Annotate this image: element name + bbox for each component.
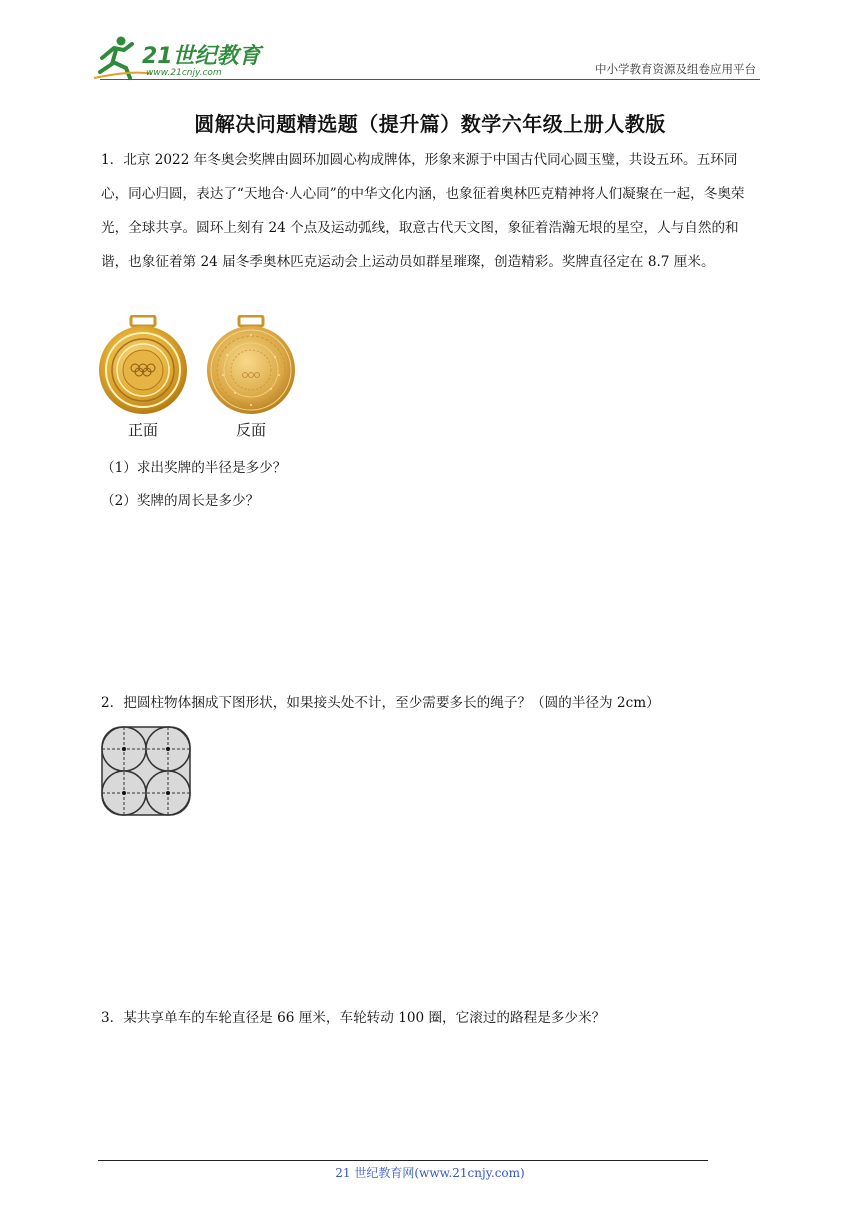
question-3-text: 3．某共享单车的车轮直径是 66 厘米，车轮转动 100 圈，它滚过的路程是多少米？ [101,1010,606,1026]
question-1-text: 1．北京 2022 年冬奥会奖牌由圆环加圆心构成牌体，形象来源于中国古代同心圆玉璧，共设五环。五环同心，同心归圆，表达了“天地合·人心同”的中华文化内涵，也象征着奥林匹克精神将人们凝聚在一起，冬奥荣光，全球共享。圆环上刻有 24 个点及运动弧线，取意古代天文图，象征着浩瀚无垠的星空，人与自然的和谐，也象征着第 24 届冬季奥林匹克运动会上运动员如群星璀璨，创造精彩。奖牌直径定在 8.7 厘米。 [101,152,745,270]
footer-link[interactable]: 21 世纪教育网(www.21cnjy.com) [335,1166,525,1180]
site-logo [92,34,272,80]
header-divider [100,79,760,80]
footer-divider [98,1160,708,1161]
medal-back-image [205,315,297,415]
medal-back-figure [205,315,297,440]
medal-front-figure [97,315,189,440]
question-1-subquestion-2: （2）奖牌的周长是多少？ [101,493,260,509]
logo-text: 21世纪教育 [142,44,261,69]
medal-back-caption: 反面 [235,421,266,439]
medal-front-image [97,315,189,415]
page-title: 圆解决问题精选题（提升篇）数学六年级上册人教版 [194,112,666,136]
logo-url: www.21cnjy.com [146,68,222,78]
header-tagline: 中小学教育资源及组卷应用平台 [595,62,756,76]
medal-front-caption: 正面 [127,421,158,439]
question-1-subquestion-1: （1）求出奖牌的半径是多少？ [101,460,287,476]
question-2-text: 2．把圆柱物体捆成下图形状，如果接头处不计，至少需要多长的绳子？（圆的半径为 2cm） [101,695,660,711]
bundled-cylinders-diagram [100,725,192,817]
